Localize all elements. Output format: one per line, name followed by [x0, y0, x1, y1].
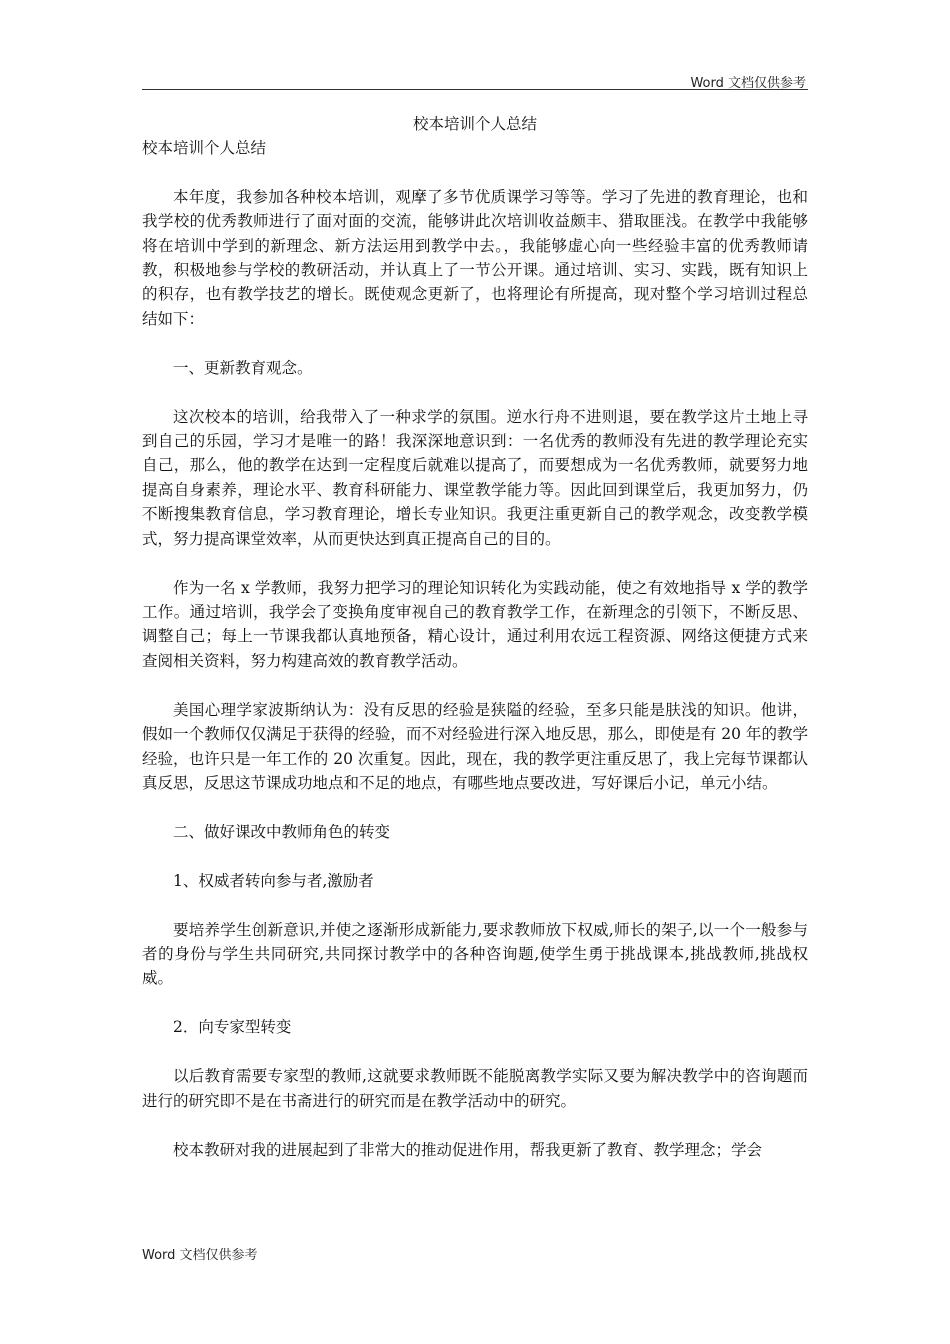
paragraph: 要培养学生创新意识,并使之逐渐形成新能力,要求教师放下权威,师长的架子,以一个一般参与者的身份与学生共同研究,共同探讨教学中的各种咨询题,使学生勇于挑战课本,挑战教师,挑战权威。	[142, 920, 808, 988]
page-footer: Word 文档仅供参考	[142, 1248, 258, 1263]
document-body	[142, 112, 808, 1187]
paragraph: 校本教研对我的进展起到了非常大的推动促进作用，帮我更新了教育、教学理念；学会	[173, 1140, 763, 1159]
subsection-heading-1: 1、权威者转向参与者,激励者	[173, 871, 374, 890]
document-title: 校本培训个人总结	[412, 115, 537, 133]
paragraph-intro: 本年度，我参加各种校本培训，观摩了多节优质课学习等等。学习了先进的教育理论，也和我学校的优秀教师进行了面对面的交流，能够讲此次培训收益颇丰、猎取匪浅。在教学中我能够将在培训中学到的新理念、新方法运用到教学中去。，我能够虚心向一些经验丰富的优秀教师请教，积极地参与学校的教研活动，并认真上了一节公开课。通过培训、实习、实践，既有知识上的积存，也有教学技艺的增长。既使观念更新了，也将理论有所提高，现对整个学习培训过程总结如下：	[142, 187, 808, 328]
header-divider	[142, 89, 808, 90]
document-subtitle: 校本培训个人总结	[142, 139, 267, 158]
section-heading-1: 一、更新教育观念。	[173, 358, 313, 377]
paragraph: 这次校本的培训，给我带入了一种求学的氛围。逆水行舟不进则退，要在教学这片土地上寻到自己的乐园，学习才是唯一的路！我深深地意识到：一名优秀的教师没有先进的教学理论充实自己，那么，他的教学在达到一定程度后就难以提高了，而要想成为一名优秀教师，就要努力地提高自身素养，理论水平、教育科研能力、课堂教学能力等。因此回到课堂后，我更加努力，仍不断搜集教育信息，学习教育理论，增长专业知识。我更注重更新自己的教学观念，改变教学模式，努力提高课堂效率，从而更快达到真正提高自己的目的。	[142, 407, 808, 548]
paragraph: 以后教育需要专家型的教师,这就要求教师既不能脱离教学实际又要为解决教学中的咨询题而进行的研究即不是在书斋进行的研究而是在教学活动中的研究。	[142, 1067, 808, 1110]
paragraph: 美国心理学家波斯纳认为：没有反思的经验是狭隘的经验，至多只能是肤浅的知识。他讲，假如一个教师仅仅满足于获得的经验，而不对经验进行深入地反思，那么，即使是有 20 年的教学经验，也许只是一年工作的 20 次重复。因此，现在，我的教学更注重反思了，我上完每节课都认真反思，反思这节课成功地点和不足的地点，有哪些地点要改进，写好课后小记，单元小结。	[142, 700, 808, 792]
subsection-heading-2: 2．向专家型转变	[173, 1018, 292, 1037]
paragraph: 作为一名 x 学教师，我努力把学习的理论知识转化为实践动能，使之有效地指导 x 学的教学工作。通过培训，我学会了变换角度审视自己的教育教学工作，在新理念的引领下，不断反思、调整自己；每上一节课我都认真地预备，精心设计，通过利用农远工程资源、网络这便捷方式来查阅相关资料，努力构建高效的教育教学活动。	[142, 578, 808, 670]
page-header: Word 文档仅供参考	[690, 76, 806, 91]
section-heading-2: 二、做好课改中教师角色的转变	[173, 822, 391, 841]
